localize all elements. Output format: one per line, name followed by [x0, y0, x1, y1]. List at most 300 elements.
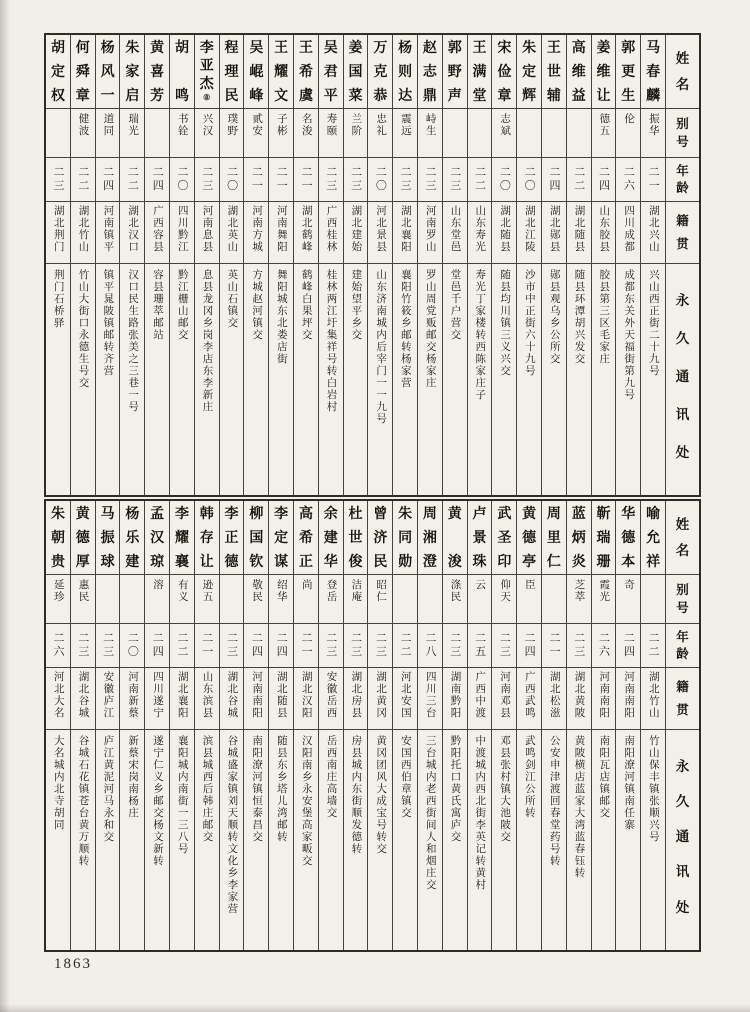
address-text: 堂邑千户营交	[449, 269, 462, 341]
age-cell	[542, 158, 566, 202]
char: 启	[125, 87, 140, 103]
address-text: 中渡城内西北街李英记转黄村	[474, 735, 487, 891]
native-place-text: 河南新蔡	[127, 671, 140, 719]
address-text: 舞阳城东北娄店街	[275, 269, 288, 365]
char: 定	[522, 63, 537, 79]
address-cell	[393, 264, 417, 495]
address-text: 大名城内北寺胡同	[52, 735, 65, 831]
age-cell	[393, 624, 417, 668]
native-place-text: 广西容县	[151, 205, 164, 253]
person-column	[417, 35, 442, 495]
alias-text: 有义	[176, 579, 189, 603]
char: 国	[249, 529, 264, 545]
native-place-text: 湖北荆门	[52, 205, 65, 253]
age-text: 二四	[275, 632, 288, 659]
alias-text: 登岳	[325, 579, 338, 603]
native-place-cell	[96, 668, 120, 730]
native-place-cell	[542, 202, 566, 264]
native-place-cell	[542, 668, 566, 730]
age-cell	[492, 158, 516, 202]
name-cell	[220, 35, 244, 109]
char: 郭	[621, 39, 636, 55]
char: 振	[100, 529, 115, 545]
age-text: 二四	[622, 632, 635, 659]
char: 虞	[298, 87, 313, 103]
native-place-text: 河南舞阳	[275, 205, 288, 253]
char: 朱	[125, 39, 140, 55]
name-cell	[220, 501, 244, 575]
char: 卢	[472, 505, 487, 521]
char: 杨	[125, 505, 140, 521]
char: 益	[571, 87, 586, 103]
native-place-cell	[71, 202, 95, 264]
age-cell	[418, 624, 442, 668]
name-cell	[120, 501, 144, 575]
char: 德	[522, 529, 537, 545]
address-text: 安国西伯章镇交	[399, 735, 412, 819]
alias-text: 德五	[598, 113, 611, 137]
age-cell	[46, 624, 70, 668]
char: 王	[472, 39, 487, 55]
native-place-text: 湖北兴山	[647, 205, 660, 253]
char: 勋	[398, 553, 413, 569]
person-column	[169, 501, 194, 950]
alias-cell	[542, 109, 566, 158]
age-text: 二一	[299, 166, 312, 193]
alias-cell	[170, 109, 194, 158]
native-place-text: 山东堂邑	[449, 205, 462, 253]
address-cell	[96, 730, 120, 950]
person-column	[392, 35, 417, 495]
address-text: 竹山大街口永德生号交	[77, 269, 90, 389]
alias-text: 瑞光	[127, 113, 140, 137]
char: 年	[676, 164, 689, 178]
char: 克	[373, 63, 388, 79]
char: 讯	[675, 864, 690, 880]
age-text: 二二	[647, 632, 660, 659]
char: 乐	[125, 529, 140, 545]
age-cell	[344, 624, 368, 668]
age-text: 二三	[76, 632, 89, 659]
char: 堂	[472, 87, 487, 103]
header-address	[666, 264, 699, 495]
char: 吴	[249, 39, 264, 55]
char: 瑞	[596, 529, 611, 545]
char: 维	[571, 63, 586, 79]
char: 定	[274, 529, 289, 545]
address-text: 公安申津渡回春堂药号转	[548, 735, 561, 867]
char: 通	[675, 829, 690, 845]
native-place-text: 湖北谷城	[226, 671, 239, 719]
native-place-text: 湖北谷城	[77, 671, 90, 719]
age-text: 二三	[448, 632, 461, 659]
char: 耀	[174, 529, 189, 545]
name-cell	[641, 35, 665, 109]
char: 杜	[348, 505, 363, 521]
native-place-text: 湖北汉阳	[300, 671, 313, 719]
name-cell	[567, 501, 591, 575]
char: 印	[497, 553, 512, 569]
age-text: 二三	[572, 632, 585, 659]
char: 同	[398, 529, 413, 545]
address-cell	[492, 264, 516, 495]
age-text: 二〇	[498, 166, 511, 193]
person-column	[318, 501, 343, 950]
alias-cell	[269, 109, 293, 158]
name-cell	[443, 35, 467, 109]
address-text: 容县珊萃邮站	[151, 269, 164, 341]
char: 胡	[174, 39, 189, 55]
address-text: 兴山西正街二十九号	[647, 269, 660, 377]
alias-text: 芝萃	[573, 579, 586, 603]
name-cell	[517, 35, 541, 109]
char: 何	[75, 39, 90, 55]
native-place-cell	[368, 202, 392, 264]
alias-cell	[393, 575, 417, 624]
alias-text: 健波	[77, 113, 90, 137]
name-cell	[120, 35, 144, 109]
person-column	[417, 501, 442, 950]
native-place-text: 湖北江陵	[523, 205, 536, 253]
native-place-cell	[96, 202, 120, 264]
address-text: 山东济南城内后宰门一一九号	[375, 269, 388, 425]
char: 籍	[676, 680, 689, 694]
person-column	[367, 35, 392, 495]
native-place-text: 河南罗山	[424, 205, 437, 253]
native-place-text: 河南南阳	[251, 671, 264, 719]
address-cell	[145, 264, 169, 495]
alias-text: 洁庵	[350, 579, 363, 603]
char: 李	[274, 505, 289, 521]
name-cell	[319, 35, 343, 109]
char: 里	[546, 529, 561, 545]
address-text: 黄冈团风大成宝号转交	[375, 735, 388, 855]
char: 建	[323, 529, 338, 545]
age-text: 二四	[547, 166, 560, 193]
age-text: 二六	[52, 632, 65, 659]
native-place-cell	[468, 668, 492, 730]
address-cell	[368, 730, 392, 950]
address-text: 胶县第三区毛家庄	[598, 269, 611, 365]
char: 周	[422, 505, 437, 521]
name-cell	[170, 35, 194, 109]
native-place-cell	[269, 668, 293, 730]
char: 让	[596, 87, 611, 103]
alias-text: 伦	[623, 113, 636, 125]
native-place-text: 河北大名	[52, 671, 65, 719]
char: 珠	[472, 553, 487, 569]
age-cell	[71, 624, 95, 668]
age-cell	[616, 158, 640, 202]
address-cell	[170, 730, 194, 950]
char: 圣	[497, 529, 512, 545]
address-text: 竹山保丰镇张顺兴号	[647, 735, 660, 843]
native-place-text: 河南邓县	[499, 671, 512, 719]
native-place-cell	[492, 668, 516, 730]
name-cell	[71, 501, 95, 575]
address-cell	[294, 730, 318, 950]
char: 鼎	[422, 87, 437, 103]
address-cell	[195, 264, 219, 495]
address-text: 襄阳城内南街一三八号	[176, 735, 189, 855]
age-cell	[195, 158, 219, 202]
age-cell	[616, 624, 640, 668]
alias-text: 臣	[523, 579, 536, 591]
native-place-text: 四川遂宁	[151, 671, 164, 719]
age-text: 二一	[647, 166, 660, 193]
address-text: 桂林两江圩集祥号转白岩村	[325, 269, 338, 413]
char: 野	[447, 63, 462, 79]
char: 澄	[422, 553, 437, 569]
address-text: 息县龙冈乡岗李店东李新庄	[201, 269, 214, 413]
char: 通	[675, 368, 690, 384]
native-place-cell	[319, 202, 343, 264]
char: 吴	[323, 39, 338, 55]
address-cell	[616, 730, 640, 950]
alias-text: 涤民	[449, 579, 462, 603]
person-column	[541, 35, 566, 495]
char: 曾	[373, 505, 388, 521]
native-place-text: 河南息县	[201, 205, 214, 253]
address-text: 黄陂横店蓝家大湾蓝春钰转	[573, 735, 586, 879]
person-column	[491, 501, 516, 950]
alias-cell	[492, 575, 516, 624]
char: 辉	[522, 87, 537, 103]
char: 讯	[675, 406, 690, 422]
name-cell	[145, 35, 169, 109]
char: 仁	[546, 553, 561, 569]
alias-cell	[517, 575, 541, 624]
char: 希	[298, 529, 313, 545]
native-place-text: 湖北黄冈	[375, 671, 388, 719]
native-place-cell	[319, 668, 343, 730]
alias-cell	[319, 575, 343, 624]
native-place-text: 山东寿光	[474, 205, 487, 253]
alias-cell	[195, 575, 219, 624]
address-cell	[269, 730, 293, 950]
char: 国	[348, 63, 363, 79]
alias-cell	[492, 109, 516, 158]
age-text: 二一	[200, 632, 213, 659]
person-column	[343, 501, 368, 950]
age-cell	[567, 624, 591, 668]
char: 君	[323, 63, 338, 79]
address-cell	[443, 730, 467, 950]
alias-cell	[244, 575, 268, 624]
address-text: 黔江栅山邮交	[176, 269, 189, 341]
native-place-text: 湖北郧县	[548, 205, 561, 253]
age-cell	[641, 158, 665, 202]
char: 李	[174, 505, 189, 521]
address-text: 房县城内东街顺发德转	[350, 735, 363, 855]
char: 满	[472, 63, 487, 79]
address-text: 武鸣剑江公所转	[523, 735, 536, 819]
address-cell	[145, 730, 169, 950]
char: 钦	[249, 553, 264, 569]
age-text: 二二	[399, 632, 412, 659]
header-age	[666, 624, 699, 668]
name-cell	[319, 501, 343, 575]
char: 柳	[249, 505, 264, 521]
char: 文	[274, 87, 289, 103]
person-column	[343, 35, 368, 495]
age-cell	[319, 624, 343, 668]
address-cell	[592, 730, 616, 950]
name-cell	[592, 35, 616, 109]
native-place-cell	[344, 668, 368, 730]
native-place-cell	[46, 668, 70, 730]
person-column	[566, 35, 591, 495]
address-cell	[567, 730, 591, 950]
char: 黄	[447, 505, 462, 521]
person-column	[95, 35, 120, 495]
char: 处	[675, 899, 690, 915]
age-text: 二〇	[523, 166, 536, 193]
alias-text: 敬民	[251, 579, 264, 603]
age-text: 二二	[126, 166, 139, 193]
name-cell	[344, 35, 368, 109]
age-text: 二四	[151, 166, 164, 193]
alias-text: 逊五	[201, 579, 214, 603]
char: 亚	[199, 57, 214, 73]
person-column	[615, 35, 640, 495]
alias-text: 云	[474, 579, 487, 591]
address-text: 滨县城西后韩庄邮交	[201, 735, 214, 843]
age-text: 二四	[597, 166, 610, 193]
address-cell	[319, 730, 343, 950]
name-cell	[46, 501, 70, 575]
age-cell	[145, 158, 169, 202]
native-place-text: 湖北鹤峰	[300, 205, 313, 253]
alias-text: 仰天	[499, 579, 512, 603]
char: 籍	[676, 214, 689, 228]
native-place-cell	[393, 668, 417, 730]
char: 号	[676, 134, 689, 149]
alias-cell	[418, 575, 442, 624]
age-text: 二四	[101, 166, 114, 193]
person-column	[70, 35, 95, 495]
person-column	[491, 35, 516, 495]
char: 朱	[522, 39, 537, 55]
age-cell	[220, 624, 244, 668]
address-cell	[468, 730, 492, 950]
native-place-cell	[517, 668, 541, 730]
alias-cell	[443, 109, 467, 158]
person-column	[268, 35, 293, 495]
address-cell	[71, 730, 95, 950]
age-cell	[269, 158, 293, 202]
char: 允	[646, 529, 661, 545]
native-place-text: 湖北竹山	[647, 671, 660, 719]
char: 民	[224, 87, 239, 103]
person-column	[95, 501, 120, 950]
alias-cell	[269, 575, 293, 624]
name-cell	[542, 501, 566, 575]
age-text: 二三	[349, 632, 362, 659]
age-cell	[220, 158, 244, 202]
address-cell	[443, 264, 467, 495]
age-cell	[443, 158, 467, 202]
char: 马	[100, 505, 115, 521]
age-text: 二三	[101, 632, 114, 659]
header-alias	[666, 109, 699, 158]
address-text: 方城赵河镇交	[251, 269, 264, 341]
address-text: 汉口民生路张美之三巷一号	[127, 269, 140, 413]
age-cell	[145, 624, 169, 668]
address-cell	[344, 264, 368, 495]
alias-cell	[120, 575, 144, 624]
alias-cell	[145, 575, 169, 624]
name-cell	[542, 35, 566, 109]
alias-text: 峙生	[424, 113, 437, 137]
char: 芳	[150, 87, 165, 103]
alias-text: 尚	[300, 579, 313, 591]
age-text: 二一	[275, 166, 288, 193]
char: 贵	[50, 553, 65, 569]
person-column	[293, 501, 318, 950]
header-name	[666, 501, 699, 575]
address-cell	[195, 730, 219, 950]
char: 宋	[497, 39, 512, 55]
char: 马	[646, 39, 661, 55]
alias-cell	[418, 109, 442, 158]
address-text: 镇平晁陂镇邮转齐营	[102, 269, 115, 377]
address-cell	[542, 264, 566, 495]
char: 厚	[75, 553, 90, 569]
char: 峰	[249, 87, 264, 103]
age-text: 二三	[448, 166, 461, 193]
alias-text: 惠民	[77, 579, 90, 603]
person-column	[640, 35, 665, 495]
person-column	[591, 501, 616, 950]
name-cell	[71, 35, 95, 109]
alias-cell	[120, 109, 144, 158]
person-column	[467, 501, 492, 950]
native-place-cell	[344, 202, 368, 264]
address-cell	[244, 730, 268, 950]
char: 达	[398, 87, 413, 103]
alias-cell	[368, 109, 392, 158]
age-cell	[96, 624, 120, 668]
name-cell	[269, 35, 293, 109]
address-cell	[46, 730, 70, 950]
char: 王	[546, 39, 561, 55]
person-column	[243, 35, 268, 495]
name-cell	[294, 35, 318, 109]
page-number: 1863	[54, 956, 92, 972]
age-cell	[468, 158, 492, 202]
char: 浚	[447, 553, 462, 569]
address-cell	[418, 264, 442, 495]
native-place-text: 湖北黄陂	[573, 671, 586, 719]
address-cell	[641, 730, 665, 950]
native-place-text: 湖北襄阳	[399, 205, 412, 253]
native-place-text: 安徽庐江	[102, 671, 115, 719]
age-text: 二二	[473, 166, 486, 193]
age-text: 二三	[52, 166, 65, 193]
alias-cell	[170, 575, 194, 624]
alias-cell	[592, 109, 616, 158]
person-column	[119, 501, 144, 950]
char: 龄	[676, 646, 689, 661]
person-column	[566, 501, 591, 950]
age-cell	[120, 158, 144, 202]
char: 谋	[274, 553, 289, 569]
char: 正	[298, 553, 313, 569]
age-cell	[96, 158, 120, 202]
age-text: 二一	[547, 632, 560, 659]
char: 姜	[348, 39, 363, 55]
